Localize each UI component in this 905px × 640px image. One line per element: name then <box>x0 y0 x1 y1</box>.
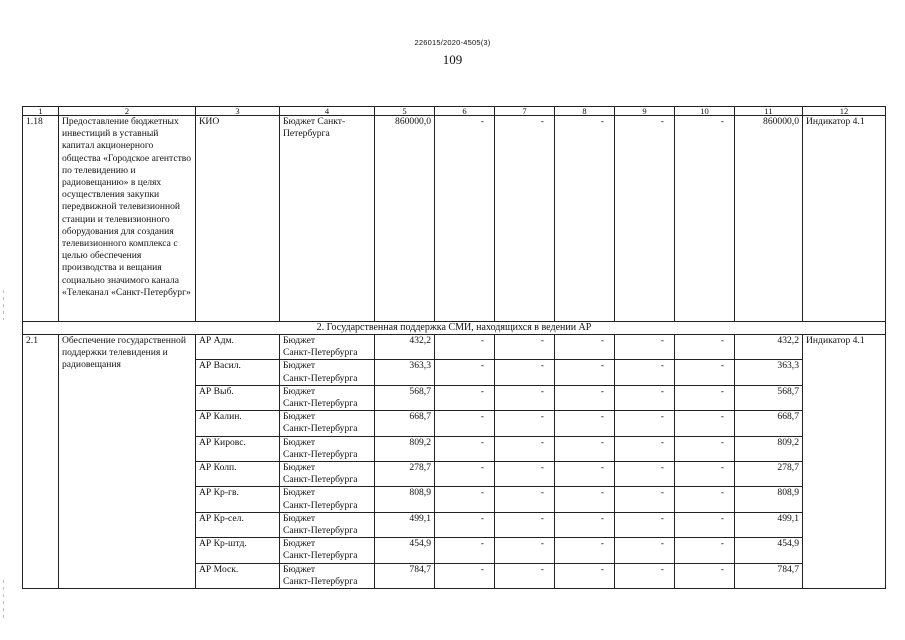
executor: АР Колп. <box>196 462 280 487</box>
cell-value: 454,9 <box>375 538 435 563</box>
cell-value: - <box>615 436 675 461</box>
cell-value: - <box>675 538 735 563</box>
cell-value: - <box>675 462 735 487</box>
cell-value: 278,7 <box>375 462 435 487</box>
source-line: Бюджет <box>283 385 316 397</box>
cell-value: 860000,0 <box>375 116 435 322</box>
cell-value: - <box>495 512 555 537</box>
column-header: 5 <box>375 107 435 116</box>
section-row <box>23 322 886 335</box>
funding-source <box>280 512 375 537</box>
source-line: Бюджет <box>283 360 316 372</box>
executor: АР Кировс. <box>196 436 280 461</box>
table-row-2-1 <box>23 335 886 360</box>
cell-value: - <box>555 462 615 487</box>
column-header: 3 <box>196 107 280 116</box>
cell-value: - <box>555 563 615 588</box>
source-line: Бюджет <box>283 335 316 346</box>
cell-value: 809,2 <box>375 436 435 461</box>
document-registration-number: 226015/2020-4505(3) <box>414 38 491 47</box>
column-header: 8 <box>555 107 615 116</box>
cell-value: - <box>675 116 735 322</box>
cell-value: - <box>495 385 555 410</box>
cell-value: - <box>615 512 675 537</box>
cell-value: 668,7 <box>375 411 435 436</box>
cell-value: - <box>435 563 495 588</box>
cell-value: - <box>555 436 615 461</box>
funding-source: Бюджет Санкт-Петербурга <box>280 116 375 322</box>
cell-value: - <box>555 538 615 563</box>
executor: АР Адм. <box>196 335 280 360</box>
cell-total: 668,7 <box>735 411 803 436</box>
funding-source <box>280 538 375 563</box>
cell-value: 808,9 <box>375 487 435 512</box>
cell-value: - <box>495 462 555 487</box>
cell-value: - <box>435 462 495 487</box>
cell-value: - <box>435 538 495 563</box>
cell-total: 432,2 <box>735 335 803 360</box>
cell-value: - <box>495 563 555 588</box>
cell-total: 278,7 <box>735 462 803 487</box>
cell-value: - <box>495 538 555 563</box>
funding-source <box>280 385 375 410</box>
cell-value: - <box>555 360 615 385</box>
cell-value: - <box>615 462 675 487</box>
source-line: Санкт-Петербурга <box>283 423 358 435</box>
cell-value: - <box>615 411 675 436</box>
cell-value: - <box>675 512 735 537</box>
executor: АР Кр-сел. <box>196 512 280 537</box>
cell-value: - <box>555 116 615 322</box>
cell-value: - <box>615 563 675 588</box>
executor: АР Кр-штд. <box>196 538 280 563</box>
cell-value: - <box>675 360 735 385</box>
budget-table <box>22 106 886 589</box>
cell-value: - <box>495 411 555 436</box>
executor: АР Васил. <box>196 360 280 385</box>
source-line: Санкт-Петербурга <box>283 575 358 587</box>
cell-value: - <box>615 538 675 563</box>
section-title: 2. Государственная поддержка СМИ, находящихся в ведении АР <box>23 322 886 335</box>
source-line: Бюджет <box>283 538 316 550</box>
cell-total: 784,7 <box>735 563 803 588</box>
cell-value: - <box>435 116 495 322</box>
cell-value: - <box>435 436 495 461</box>
cell-value: 784,7 <box>375 563 435 588</box>
cell-value: - <box>675 487 735 512</box>
column-header: 4 <box>280 107 375 116</box>
source-line: Санкт-Петербурга <box>283 398 358 410</box>
funding-source <box>280 462 375 487</box>
cell-total: 808,9 <box>735 487 803 512</box>
funding-source <box>280 563 375 588</box>
cell-value: - <box>675 436 735 461</box>
scan-edge-marks <box>3 580 4 620</box>
cell-value: - <box>675 563 735 588</box>
cell-value: - <box>555 335 615 360</box>
column-header: 6 <box>435 107 495 116</box>
cell-value: - <box>555 512 615 537</box>
source-line: Санкт-Петербурга <box>283 474 358 486</box>
source-line: Санкт-Петербурга <box>283 499 358 511</box>
indicator: Индикатор 4.1 <box>803 116 886 322</box>
cell-total: 363,3 <box>735 360 803 385</box>
measure-name: Предоставление бюджетных инвестиций в уставный капитал акционерного общества «Городское агентство по телевидению и радиовещанию» в целях осуществления закупки передвижной телевизионной станции и телевизионного оборудования для создания телевизионного комплекса с целью обеспечения производства и вещания социально значимого канала «Телеканал «Санкт-Петербург» <box>59 116 196 322</box>
cell-value: - <box>435 487 495 512</box>
cell-value: 363,3 <box>375 360 435 385</box>
source-line: Бюджет <box>283 411 316 423</box>
cell-value: - <box>495 360 555 385</box>
funding-source <box>280 487 375 512</box>
cell-value: - <box>495 487 555 512</box>
indicator: Индикатор 4.1 <box>803 335 886 589</box>
cell-total: 499,1 <box>735 512 803 537</box>
cell-value: - <box>435 411 495 436</box>
table-row-1-18 <box>23 116 886 322</box>
funding-source <box>280 360 375 385</box>
cell-total: 568,7 <box>735 385 803 410</box>
cell-value: - <box>555 487 615 512</box>
cell-value: - <box>675 335 735 360</box>
cell-value: - <box>435 360 495 385</box>
executor: КИО <box>196 116 280 322</box>
cell-value: - <box>615 360 675 385</box>
row-number: 2.1 <box>23 335 59 589</box>
cell-value: - <box>435 385 495 410</box>
source-line: Санкт-Петербурга <box>283 347 358 359</box>
cell-value: - <box>435 512 495 537</box>
column-header: 1 <box>23 107 59 116</box>
cell-value: - <box>495 116 555 322</box>
column-number-row <box>23 107 886 116</box>
executor: АР Кр-гв. <box>196 487 280 512</box>
source-line: Санкт-Петербурга <box>283 372 358 384</box>
source-line: Санкт-Петербурга <box>283 448 358 460</box>
cell-value: - <box>555 385 615 410</box>
scan-edge-marks <box>3 290 4 320</box>
source-line: Санкт-Петербурга <box>283 525 358 537</box>
cell-total: 860000,0 <box>735 116 803 322</box>
row-number: 1.18 <box>23 116 59 322</box>
cell-value: 568,7 <box>375 385 435 410</box>
page-number: 109 <box>442 52 463 67</box>
cell-total: 454,9 <box>735 538 803 563</box>
cell-value: - <box>495 335 555 360</box>
source-line: Бюджет <box>283 462 316 474</box>
executor: АР Калин. <box>196 411 280 436</box>
cell-value: 432,2 <box>375 335 435 360</box>
measure-name: Обеспечение государственной поддержки телевидения и радиовещания <box>59 335 196 589</box>
source-line: Бюджет <box>283 487 316 499</box>
cell-value: - <box>675 411 735 436</box>
cell-value: - <box>435 335 495 360</box>
cell-total: 809,2 <box>735 436 803 461</box>
column-header: 9 <box>615 107 675 116</box>
column-header: 7 <box>495 107 555 116</box>
cell-value: - <box>615 116 675 322</box>
column-header: 2 <box>59 107 196 116</box>
funding-source <box>280 411 375 436</box>
cell-value: - <box>615 487 675 512</box>
cell-value: - <box>495 436 555 461</box>
executor: АР Выб. <box>196 385 280 410</box>
funding-source <box>280 436 375 461</box>
source-line: Санкт-Петербурга <box>283 550 358 562</box>
source-line: Бюджет <box>283 436 316 448</box>
executor: АР Моск. <box>196 563 280 588</box>
cell-value: - <box>615 385 675 410</box>
funding-source <box>280 335 375 360</box>
column-header: 12 <box>803 107 886 116</box>
cell-value: - <box>615 335 675 360</box>
source-line: Бюджет <box>283 563 316 575</box>
cell-value: - <box>555 411 615 436</box>
cell-value: 499,1 <box>375 512 435 537</box>
source-line: Бюджет <box>283 512 316 524</box>
column-header: 10 <box>675 107 735 116</box>
column-header: 11 <box>735 107 803 116</box>
cell-value: - <box>675 385 735 410</box>
